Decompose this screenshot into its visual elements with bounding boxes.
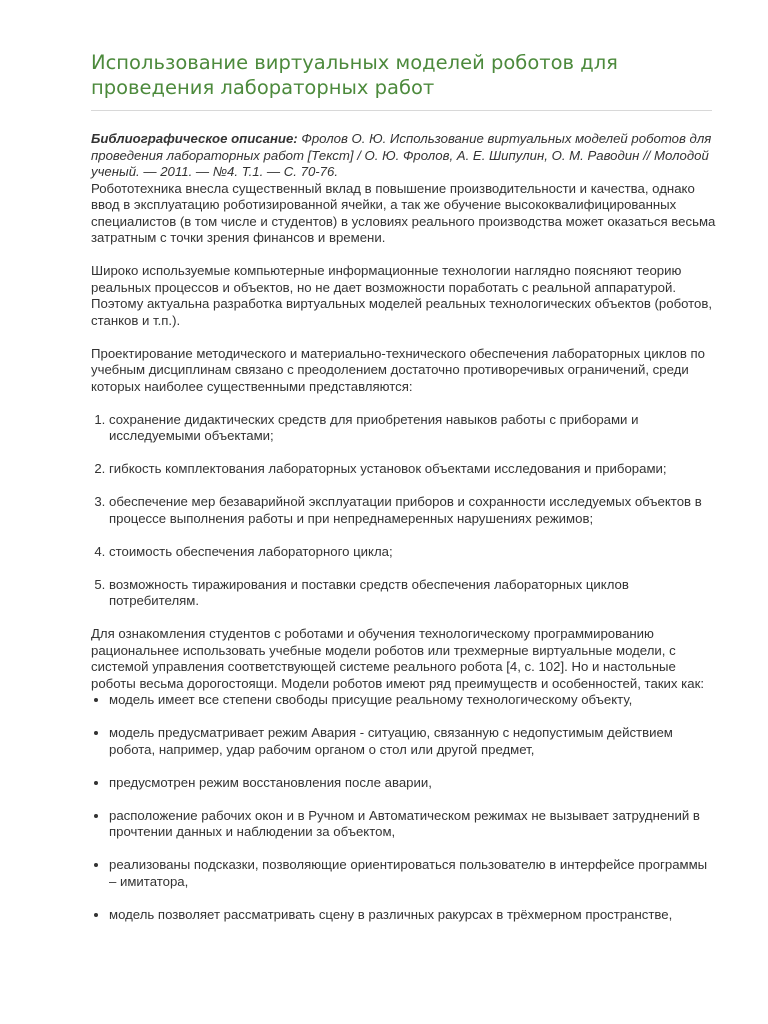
list-item: 3. обеспечение мер безаварийной эксплуатации приборов и сохранности исследуемых объектов в процессе выполнения работы и при непреднамеренных нарушениях режимов; bbox=[109, 494, 716, 527]
paragraph: Проектирование методического и материально-технического обеспечения лабораторных циклов по учебным дисциплинам связано с преодолением достаточно противоречивых ограничений, среди которых наиболее существенными представляются: bbox=[91, 345, 705, 394]
list-item: • предусмотрен режим восстановления после аварии, bbox=[109, 775, 716, 792]
list-item: • расположение рабочих окон и в Ручном и Автоматическом режимах не вызывает затруднений в прочтении данных и наблюдении за объектом, bbox=[109, 808, 716, 841]
list-item: • реализованы подсказки, позволяющие ориентироваться пользователю в интерфейсе программы – имитатора, bbox=[109, 857, 716, 890]
article-title: Использование виртуальных моделей роботов для проведения лабораторных работ bbox=[91, 51, 618, 99]
list-item: • модель предусматривает режим Авария - ситуацию, связанную с недопустимым действием робота, например, удар рабочим органом о стол или другой предмет, bbox=[109, 725, 716, 758]
article-body bbox=[91, 131, 716, 940]
constraints-list bbox=[91, 412, 716, 610]
model-features-list bbox=[91, 692, 716, 923]
list-item: 2. гибкость комплектования лабораторных установок объектами исследования и приборами; bbox=[109, 461, 716, 478]
title-divider bbox=[91, 110, 712, 111]
list-item: 1. сохранение дидактических средств для приобретения навыков работы с приборами и исследуемыми объектами; bbox=[109, 412, 716, 445]
list-item: • модель позволяет рассматривать сцену в различных ракурсах в трёхмерном пространстве, bbox=[109, 907, 716, 924]
paragraph: Для ознакомления студентов с роботами и обучения технологическому программированию рациональнее использовать учебные модели роботов или трехмерные виртуальные модели, с системой управления соответствующей системе реального робота [4, с. 102]. Но и настольные роботы весьма дорогостоящи. Модели роботов имеют ряд преимуществ и особенностей, таких как: bbox=[91, 626, 705, 691]
biblio-text: Фролов О. Ю. Использование виртуальных моделей роботов для проведения лабораторных работ [Текст] / О. Ю. Фролов, А. Е. Шипулин, О. М. Раводин // Молодой ученый. — 2011. — №4. Т.1. — С. 70-76. bbox=[91, 131, 712, 179]
list-item: 5. возможность тиражирования и поставки средств обеспечения лабораторных циклов потребителям. bbox=[109, 577, 716, 610]
list-item: • модель имеет все степени свободы присущие реальному технологическому объекту, bbox=[109, 692, 716, 709]
paragraph: Робототехника внесла существенный вклад в повышение производительности и качества, однако ввод в эксплуатацию роботизированной ячейки, а так же обучение высококвалифицированных специалистов (в том числе и студентов) в условиях реального производства может оказаться весьма затратным с точки зрения финансов и времени. bbox=[91, 180, 716, 245]
bibliographic-description bbox=[91, 131, 716, 181]
biblio-label: Библиографическое описание: bbox=[91, 131, 298, 146]
list-item: 4. стоимость обеспечения лабораторного цикла; bbox=[109, 544, 716, 561]
paragraph: Широко используемые компьютерные информационные технологии наглядно поясняют теорию реальных процессов и объектов, но не дает возможности поработать с реальной аппаратурой. Поэтому актуальна разработка виртуальных моделей реальных технологических объектов (роботов, станков и т.п.). bbox=[91, 263, 713, 328]
